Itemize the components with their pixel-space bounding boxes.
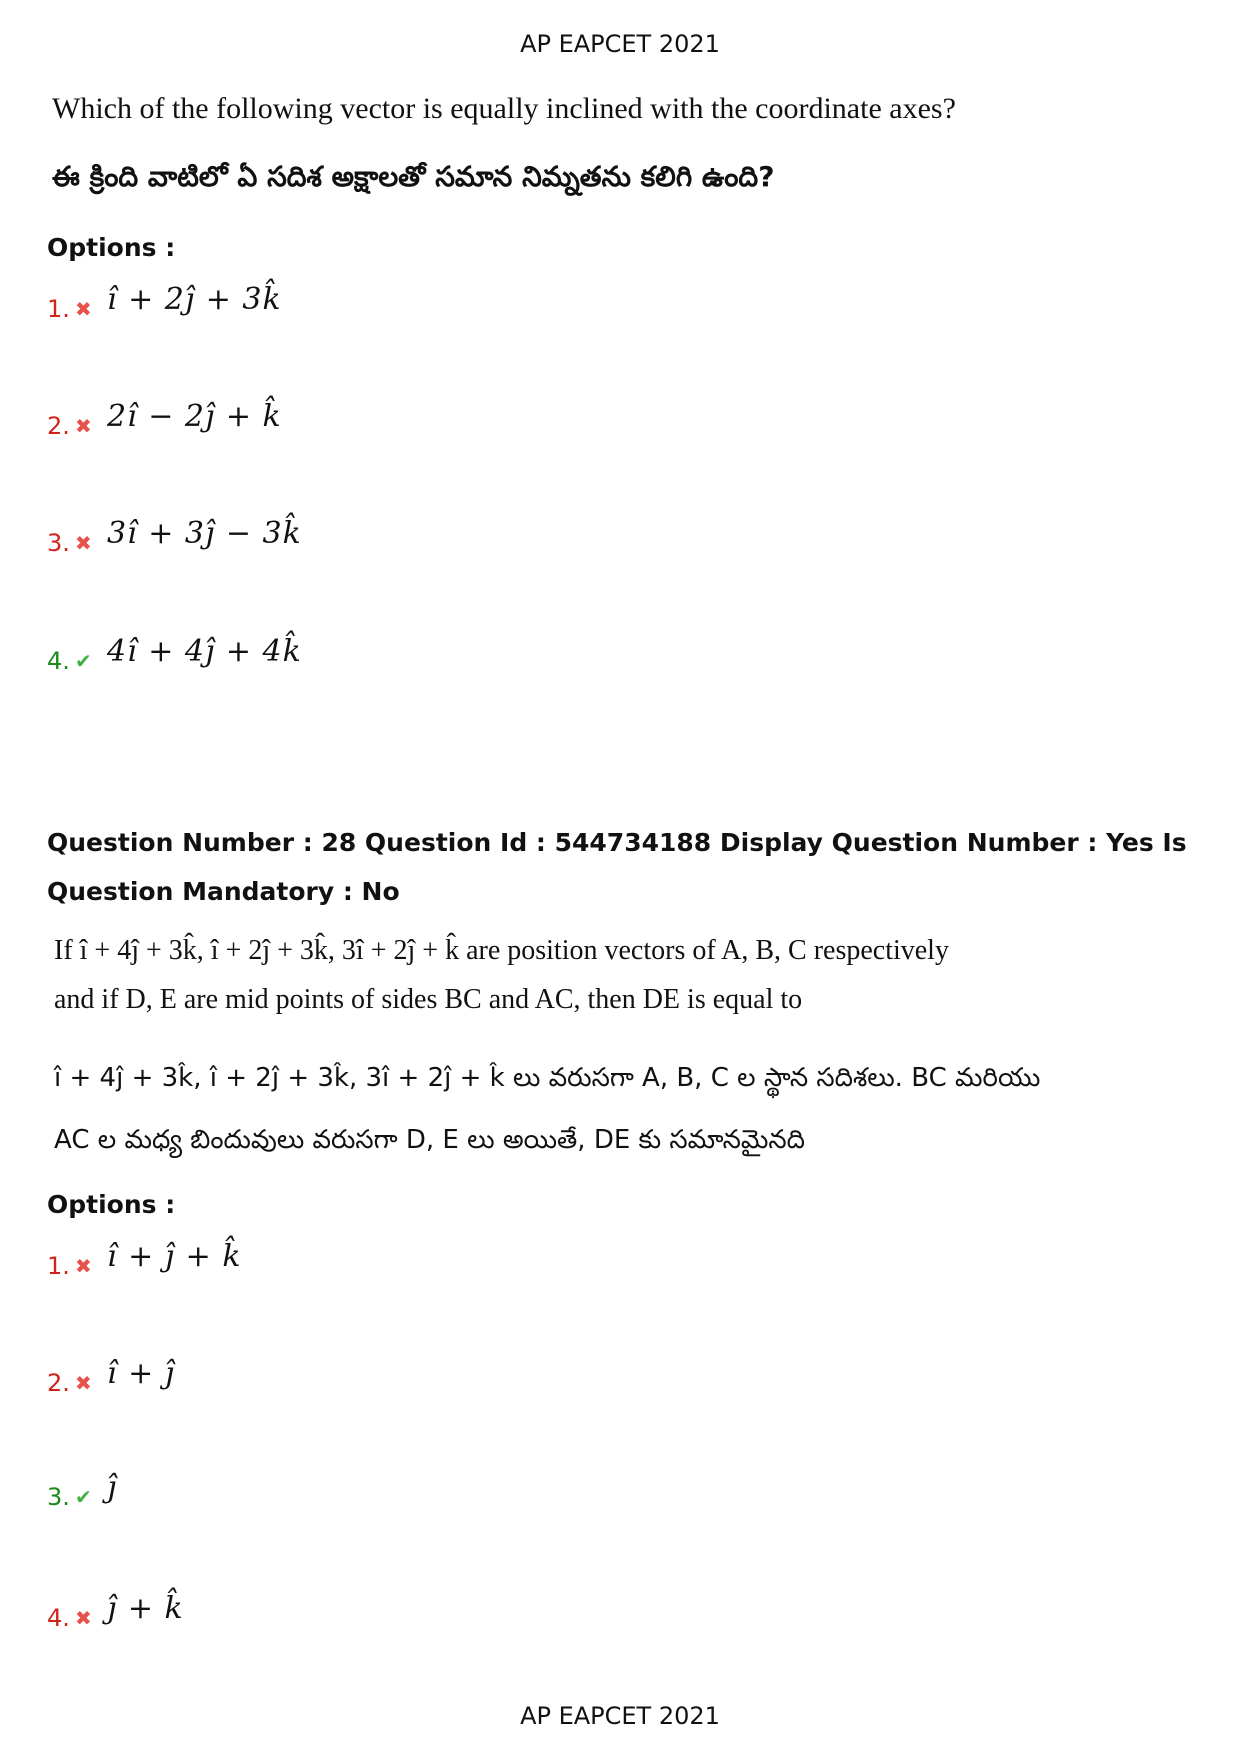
- check-icon: ✔: [75, 1485, 92, 1509]
- question-text-telugu: ఈ క్రింది వాటిలో ఏ సదిశ అక్షాలతో సమాన నిమ్నతను కలిగి ఉంది?: [52, 160, 775, 193]
- cross-icon: ✖: [75, 414, 92, 438]
- options-label: Options :: [47, 1190, 176, 1219]
- cross-icon: ✖: [75, 1254, 92, 1278]
- option-text: 2î − 2ĵ + k̂: [107, 399, 282, 434]
- cross-icon: ✖: [75, 297, 92, 321]
- option-text: î + 2ĵ + 3k̂: [107, 282, 282, 317]
- check-icon: ✔: [75, 649, 92, 673]
- option-number: 3.: [47, 529, 70, 557]
- option-number: 4.: [47, 647, 70, 675]
- option-text: î + ĵ: [107, 1356, 176, 1391]
- question-stem-english-line1: If î + 4ĵ + 3k̂, î + 2ĵ + 3k̂, 3î + 2ĵ + k̂ are position vectors of A, B, C respectively: [54, 935, 949, 966]
- option-2: [47, 1356, 175, 1397]
- cross-icon: ✖: [75, 531, 92, 555]
- option-number: 1.: [47, 295, 70, 323]
- options-label: Options :: [47, 233, 176, 262]
- page-footer: AP EAPCET 2021: [520, 1702, 720, 1730]
- option-4: [47, 634, 302, 675]
- question-stem-telugu-line1: î + 4ĵ + 3k̂, î + 2ĵ + 3k̂, 3î + 2ĵ + k̂ లు వరుసగా A, B, C ల స్థాన సదిశలు. BC మరియు: [54, 1063, 1041, 1093]
- option-text: ĵ + k̂: [107, 1591, 184, 1626]
- option-4: [47, 1591, 184, 1632]
- question-stem-telugu-line2: AC ల మధ్య బిందువులు వరుసగా D, E లు అయితే, DE కు సమానమైనది: [54, 1125, 806, 1155]
- question-stem-english-line2: and if D, E are mid points of sides BC and AC, then DE is equal to: [54, 984, 803, 1015]
- page-header: AP EAPCET 2021: [520, 30, 720, 58]
- option-3: [47, 516, 302, 557]
- question-meta: Question Number : 28 Question Id : 544734188 Display Question Number : Yes Is Question Mandatory : No: [47, 828, 1187, 906]
- option-1: [47, 1239, 242, 1280]
- option-text: 4î + 4ĵ + 4k̂: [107, 634, 302, 669]
- option-number: 3.: [47, 1483, 70, 1511]
- option-number: 2.: [47, 1369, 70, 1397]
- option-3: [47, 1470, 117, 1511]
- option-number: 2.: [47, 412, 70, 440]
- cross-icon: ✖: [75, 1371, 92, 1395]
- question-text-english: Which of the following vector is equally inclined with the coordinate axes?: [52, 92, 956, 125]
- option-text: î + ĵ + k̂: [107, 1239, 242, 1274]
- option-number: 1.: [47, 1252, 70, 1280]
- option-2: [47, 399, 282, 440]
- option-1: [47, 282, 282, 323]
- cross-icon: ✖: [75, 1606, 92, 1630]
- option-text: 3î + 3ĵ − 3k̂: [107, 516, 302, 551]
- option-number: 4.: [47, 1604, 70, 1632]
- option-text: ĵ: [107, 1470, 118, 1505]
